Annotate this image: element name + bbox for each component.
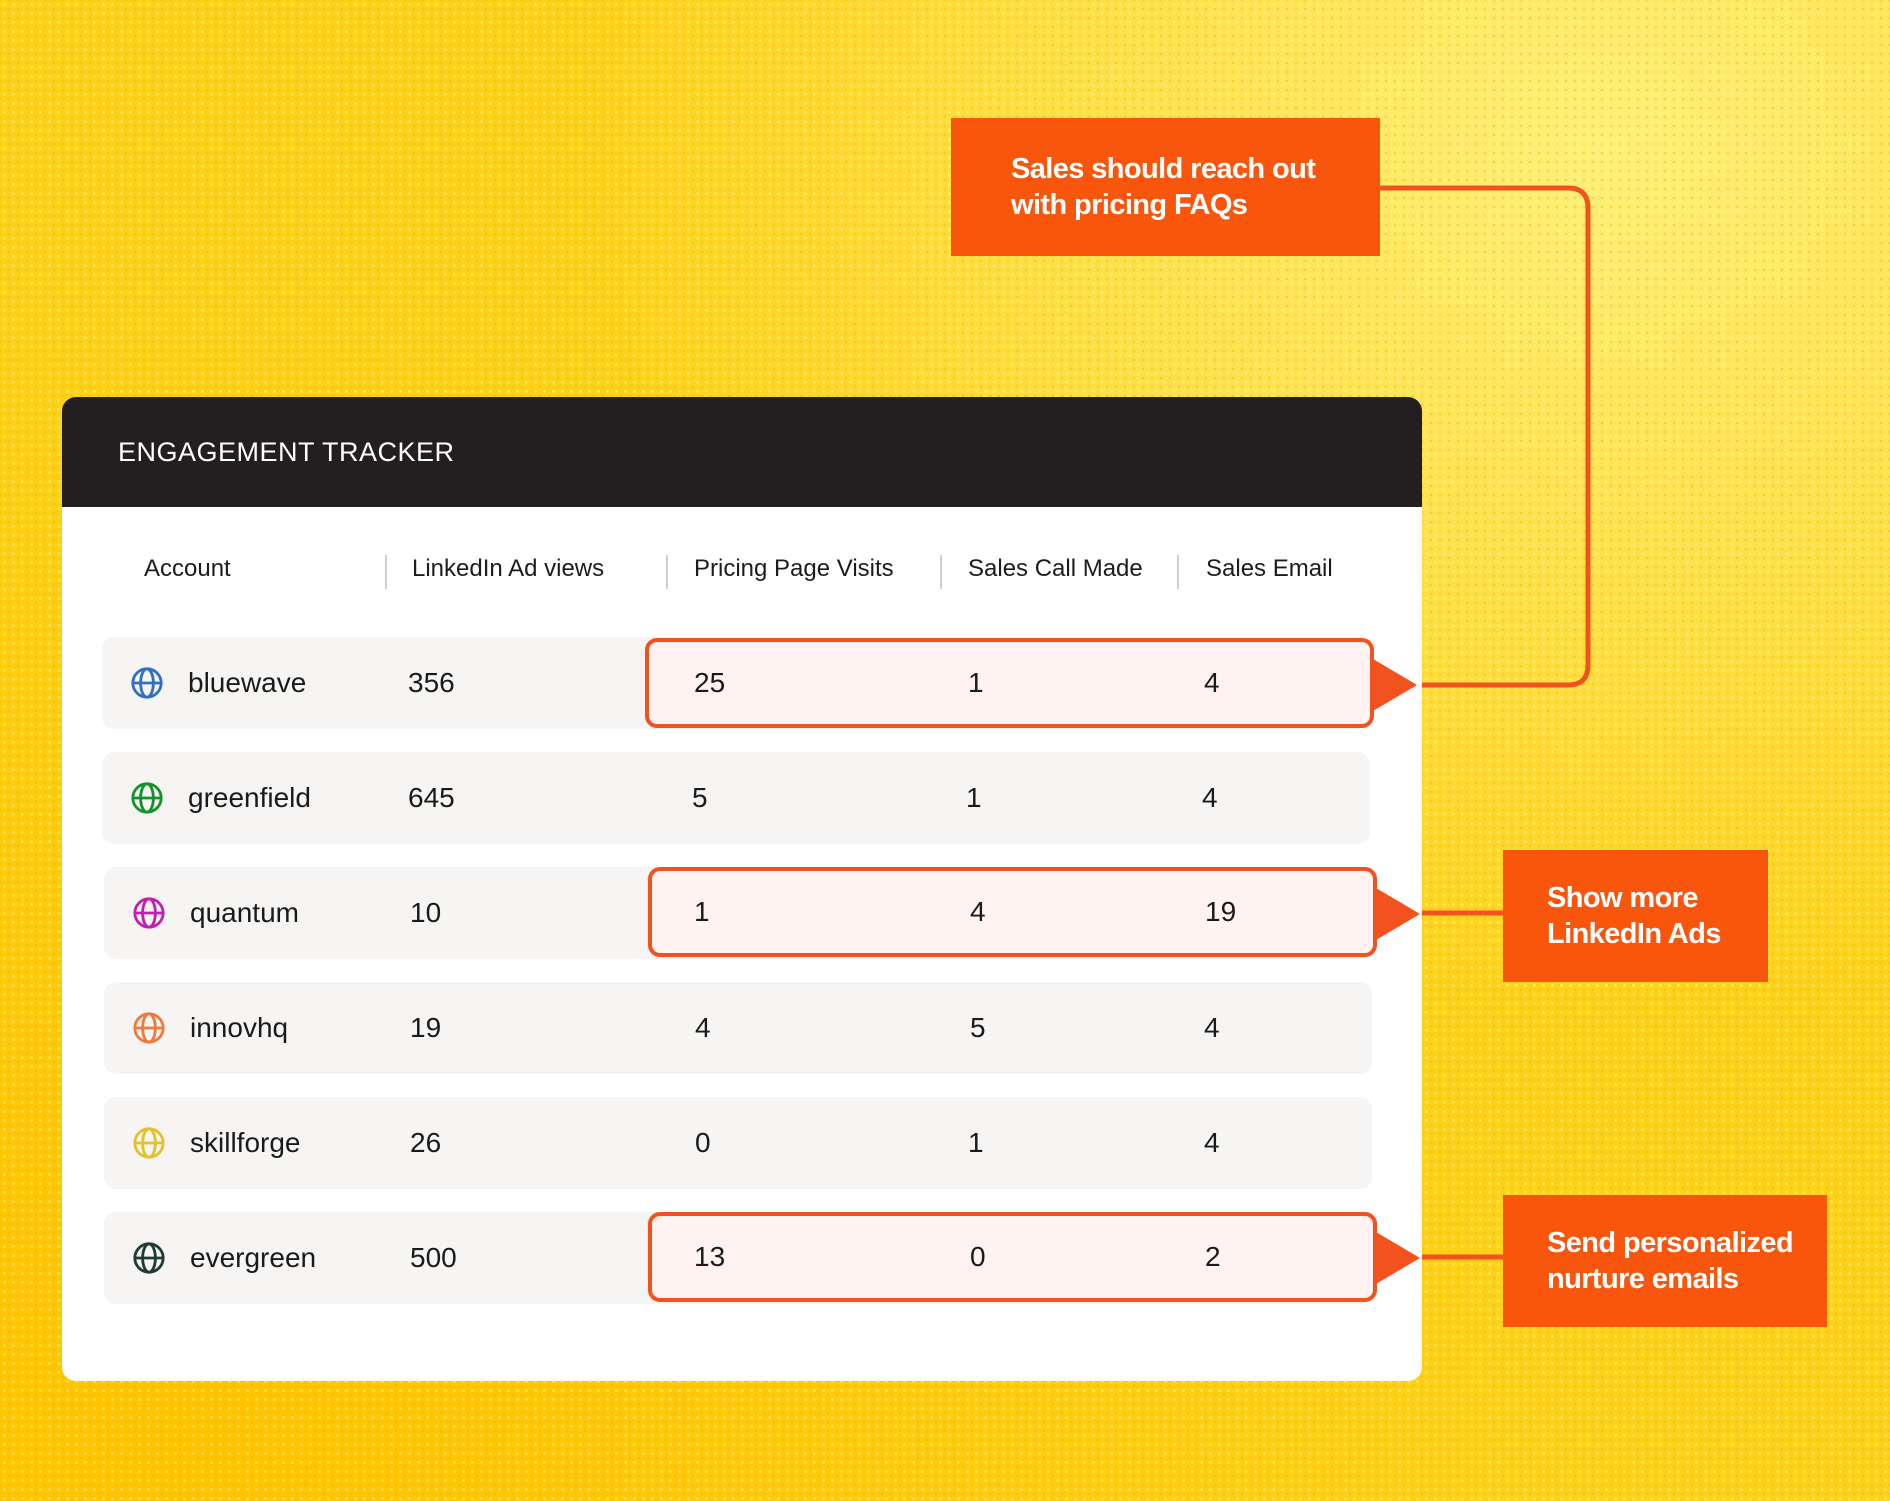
sales-email-value: 4 — [1204, 1127, 1220, 1158]
account-name: quantum — [190, 897, 299, 928]
callout-pointer-arrow — [1373, 659, 1417, 711]
linkedin-ad-views-value: 10 — [410, 897, 442, 928]
callout-pointer-arrow — [1376, 1232, 1420, 1284]
account-name: greenfield — [188, 782, 311, 813]
linkedin-ad-views-value: 26 — [410, 1127, 442, 1158]
highlight-box-bluewave — [645, 638, 1374, 728]
pricing-page-visits-value: 0 — [695, 1127, 711, 1158]
linkedin-ad-views-value: 500 — [410, 1242, 457, 1273]
pricing-page-visits-value: 13 — [694, 1241, 726, 1272]
sales-email-value: 19 — [1205, 896, 1237, 927]
highlight-box-quantum — [648, 867, 1377, 957]
sales-call-made-value: 1 — [968, 667, 984, 698]
sales-call-made-value: 1 — [966, 782, 982, 813]
sales-email-value: 4 — [1204, 667, 1220, 698]
pricing-page-visits-value: 1 — [694, 896, 710, 927]
pricing-page-visits-value: 5 — [692, 782, 708, 813]
account-name: evergreen — [190, 1242, 317, 1273]
callout-nurture-emails: Send personalized nurture emails — [1503, 1195, 1827, 1327]
table-row-innovhq[interactable] — [104, 982, 1372, 1074]
table-row-skillforge[interactable] — [104, 1097, 1372, 1189]
callout-linkedin-ads: Show more LinkedIn Ads — [1503, 850, 1768, 982]
globe-icon — [132, 1126, 166, 1160]
account-name: skillforge — [190, 1127, 301, 1158]
table-row-greenfield[interactable] — [102, 752, 1370, 844]
sales-email-value: 4 — [1202, 782, 1218, 813]
globe-icon — [132, 1241, 166, 1275]
callout-pricing-faqs: Sales should reach out with pricing FAQs — [951, 118, 1380, 256]
pricing-page-visits-value: 25 — [694, 667, 726, 698]
sales-call-made-value: 1 — [968, 1127, 984, 1158]
globe-icon — [132, 1011, 166, 1045]
column-header-account: Account — [144, 555, 231, 582]
linkedin-ad-views-value: 356 — [408, 667, 455, 698]
column-header-sales-call-made: Sales Call Made — [968, 555, 1143, 582]
account-name: innovhq — [190, 1012, 289, 1043]
sales-email-value: 4 — [1204, 1012, 1220, 1043]
engagement-tracker-card — [62, 397, 1422, 1381]
column-divider — [940, 555, 942, 589]
pricing-page-visits-value: 4 — [695, 1012, 711, 1043]
column-header-linkedin-ad-views: LinkedIn Ad views — [412, 555, 605, 582]
highlight-box-evergreen — [648, 1212, 1377, 1302]
sales-email-value: 2 — [1205, 1241, 1221, 1272]
column-divider — [385, 555, 387, 589]
column-divider — [666, 555, 668, 589]
column-header-sales-email: Sales Email — [1206, 555, 1333, 582]
sales-call-made-value: 0 — [970, 1241, 986, 1272]
column-header-pricing-page-visits: Pricing Page Visits — [694, 555, 894, 582]
globe-icon — [130, 781, 164, 815]
callout-pointer-arrow — [1376, 888, 1420, 940]
sales-call-made-value: 4 — [970, 896, 986, 927]
linkedin-ad-views-value: 19 — [410, 1012, 442, 1043]
linkedin-ad-views-value: 645 — [408, 782, 455, 813]
globe-icon — [132, 896, 166, 930]
account-name: bluewave — [188, 667, 307, 698]
tracker-title: ENGAGEMENT TRACKER — [62, 397, 1422, 507]
sales-call-made-value: 5 — [970, 1012, 986, 1043]
column-divider — [1177, 555, 1179, 589]
globe-icon — [130, 666, 164, 700]
